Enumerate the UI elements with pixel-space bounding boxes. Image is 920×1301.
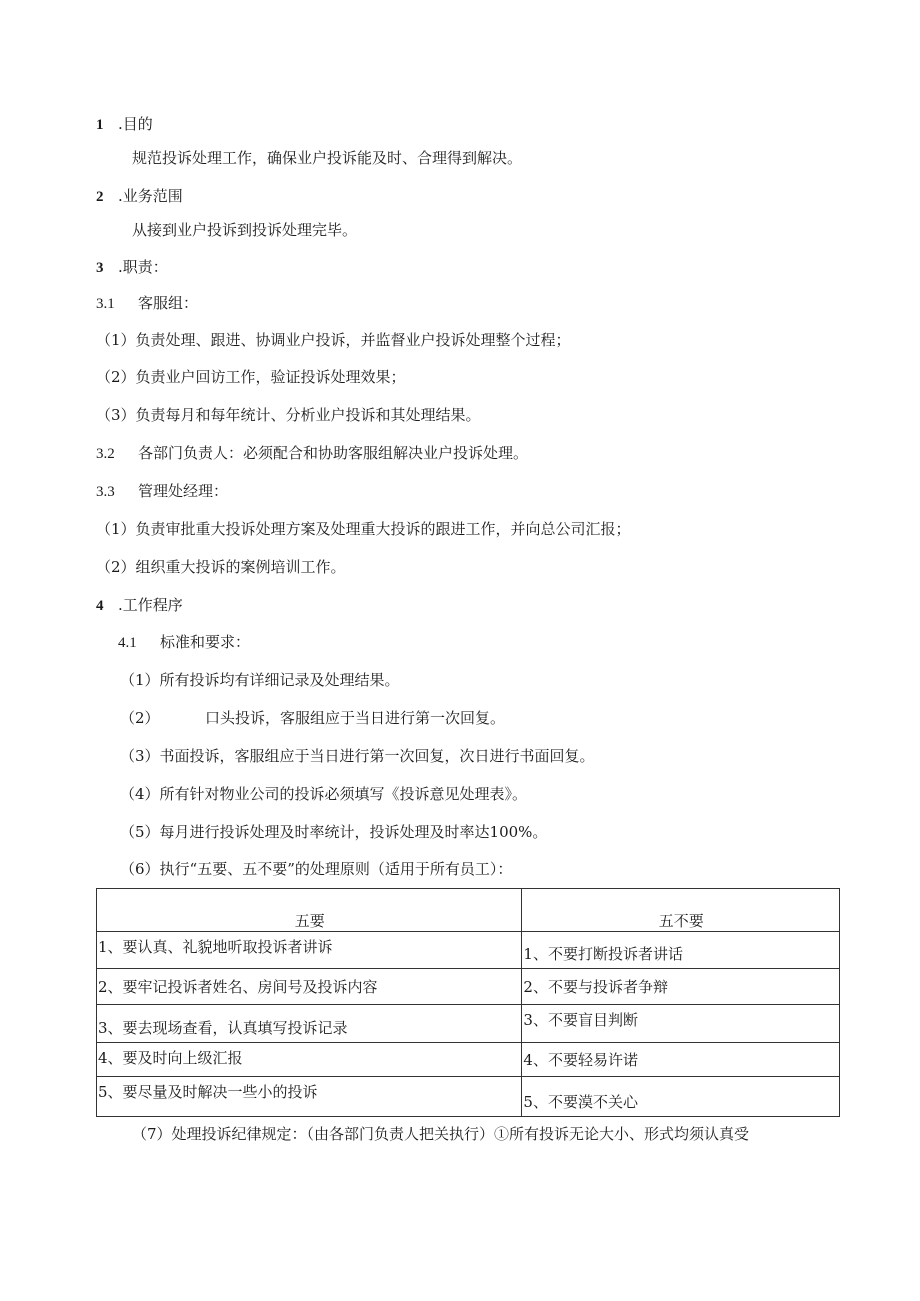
table-cell-dont: 4、不要轻易许诺	[522, 1043, 840, 1077]
list-item: （6）执行“五要、五不要”的处理原则（适用于所有员工）：	[120, 860, 513, 878]
section-3-heading	[96, 257, 168, 278]
table-cell-do: 3、要去现场查看，认真填写投诉记录	[97, 1005, 522, 1043]
table-cell-do: 5、要尽量及时解决一些小的投诉	[97, 1077, 522, 1117]
list-item: （5）每月进行投诉处理及时率统计，投诉处理及时率达100%。	[120, 823, 548, 841]
table-header-dos: 五要	[97, 889, 522, 932]
list-item-number: （2）	[120, 709, 160, 727]
section-3-2-heading	[96, 443, 528, 464]
section-title: .业务范围	[118, 187, 183, 205]
table-cell-dont: 1、不要打断投诉者讲话	[522, 932, 840, 969]
subsection-title: 各部门负责人：必须配合和协助客服组解决业户投诉处理。	[138, 444, 529, 462]
section-3-3-heading	[96, 481, 228, 502]
list-item: （7）处理投诉纪律规定：（由各部门负责人把关执行）①所有投诉无论大小、形式均须认真受	[132, 1125, 750, 1143]
table-cell-dont: 3、不要盲目判断	[522, 1005, 840, 1043]
table-header-donts: 五不要	[522, 889, 840, 932]
table-cell-dont: 5、不要漠不关心	[522, 1077, 840, 1117]
list-item: （3）书面投诉，客服组应于当日进行第一次回复，次日进行书面回复。	[120, 747, 595, 765]
section-title: .职责：	[118, 258, 168, 276]
list-item: （2）负责业户回访工作，验证投诉处理效果；	[96, 368, 406, 386]
principles-table	[96, 888, 840, 1117]
table-cell-do: 2、要牢记投诉者姓名、房间号及投诉内容	[97, 969, 522, 1005]
list-item: （1）负责处理、跟进、协调业户投诉，并监督业户投诉处理整个过程；	[96, 331, 571, 349]
section-title: .工作程序	[118, 596, 183, 614]
subsection-number: 3.3	[96, 484, 115, 500]
table-cell-dont: 2、不要与投诉者争辩	[522, 969, 840, 1005]
section-1-body: 规范投诉处理工作，确保业户投诉能及时、合理得到解决。	[132, 149, 523, 167]
table-cell-do: 4、要及时向上级汇报	[97, 1043, 522, 1077]
section-4-1-heading	[118, 632, 250, 653]
table-row	[97, 1005, 840, 1043]
table-row	[97, 1077, 840, 1117]
section-1-heading	[96, 114, 153, 135]
list-item: （2）组织重大投诉的案例培训工作。	[96, 558, 346, 576]
section-2-heading	[96, 186, 183, 207]
table-row	[97, 1043, 840, 1077]
subsection-number: 4.1	[118, 635, 137, 651]
section-2-body: 从接到业户投诉到投诉处理完毕。	[132, 221, 358, 239]
subsection-title: 标准和要求：	[160, 633, 251, 651]
section-number: 2	[96, 189, 104, 205]
list-item: （3）负责每月和每年统计、分析业户投诉和其处理结果。	[96, 406, 481, 424]
list-item: （4）所有针对物业公司的投诉必须填写《投诉意见处理表》。	[120, 785, 528, 803]
table-row	[97, 969, 840, 1005]
list-item: （1）负责审批重大投诉处理方案及处理重大投诉的跟进工作，并向总公司汇报；	[96, 520, 631, 538]
table-row	[97, 932, 840, 969]
subsection-title: 管理处经理：	[138, 482, 229, 500]
subsection-title: 客服组：	[138, 294, 199, 312]
table-header-row	[97, 889, 840, 932]
section-title: .目的	[118, 115, 153, 133]
section-number: 4	[96, 598, 104, 614]
section-3-1-heading	[96, 293, 198, 314]
section-number: 1	[96, 117, 104, 133]
subsection-number: 3.1	[96, 296, 115, 312]
section-number: 3	[96, 260, 104, 276]
list-item: （1）所有投诉均有详细记录及处理结果。	[120, 671, 400, 689]
list-item-text: 口头投诉，客服组应于当日进行第一次回复。	[205, 709, 506, 727]
section-4-heading	[96, 595, 183, 616]
subsection-number: 3.2	[96, 446, 115, 462]
table-cell-do: 1、要认真、礼貌地听取投诉者讲诉	[97, 932, 522, 969]
